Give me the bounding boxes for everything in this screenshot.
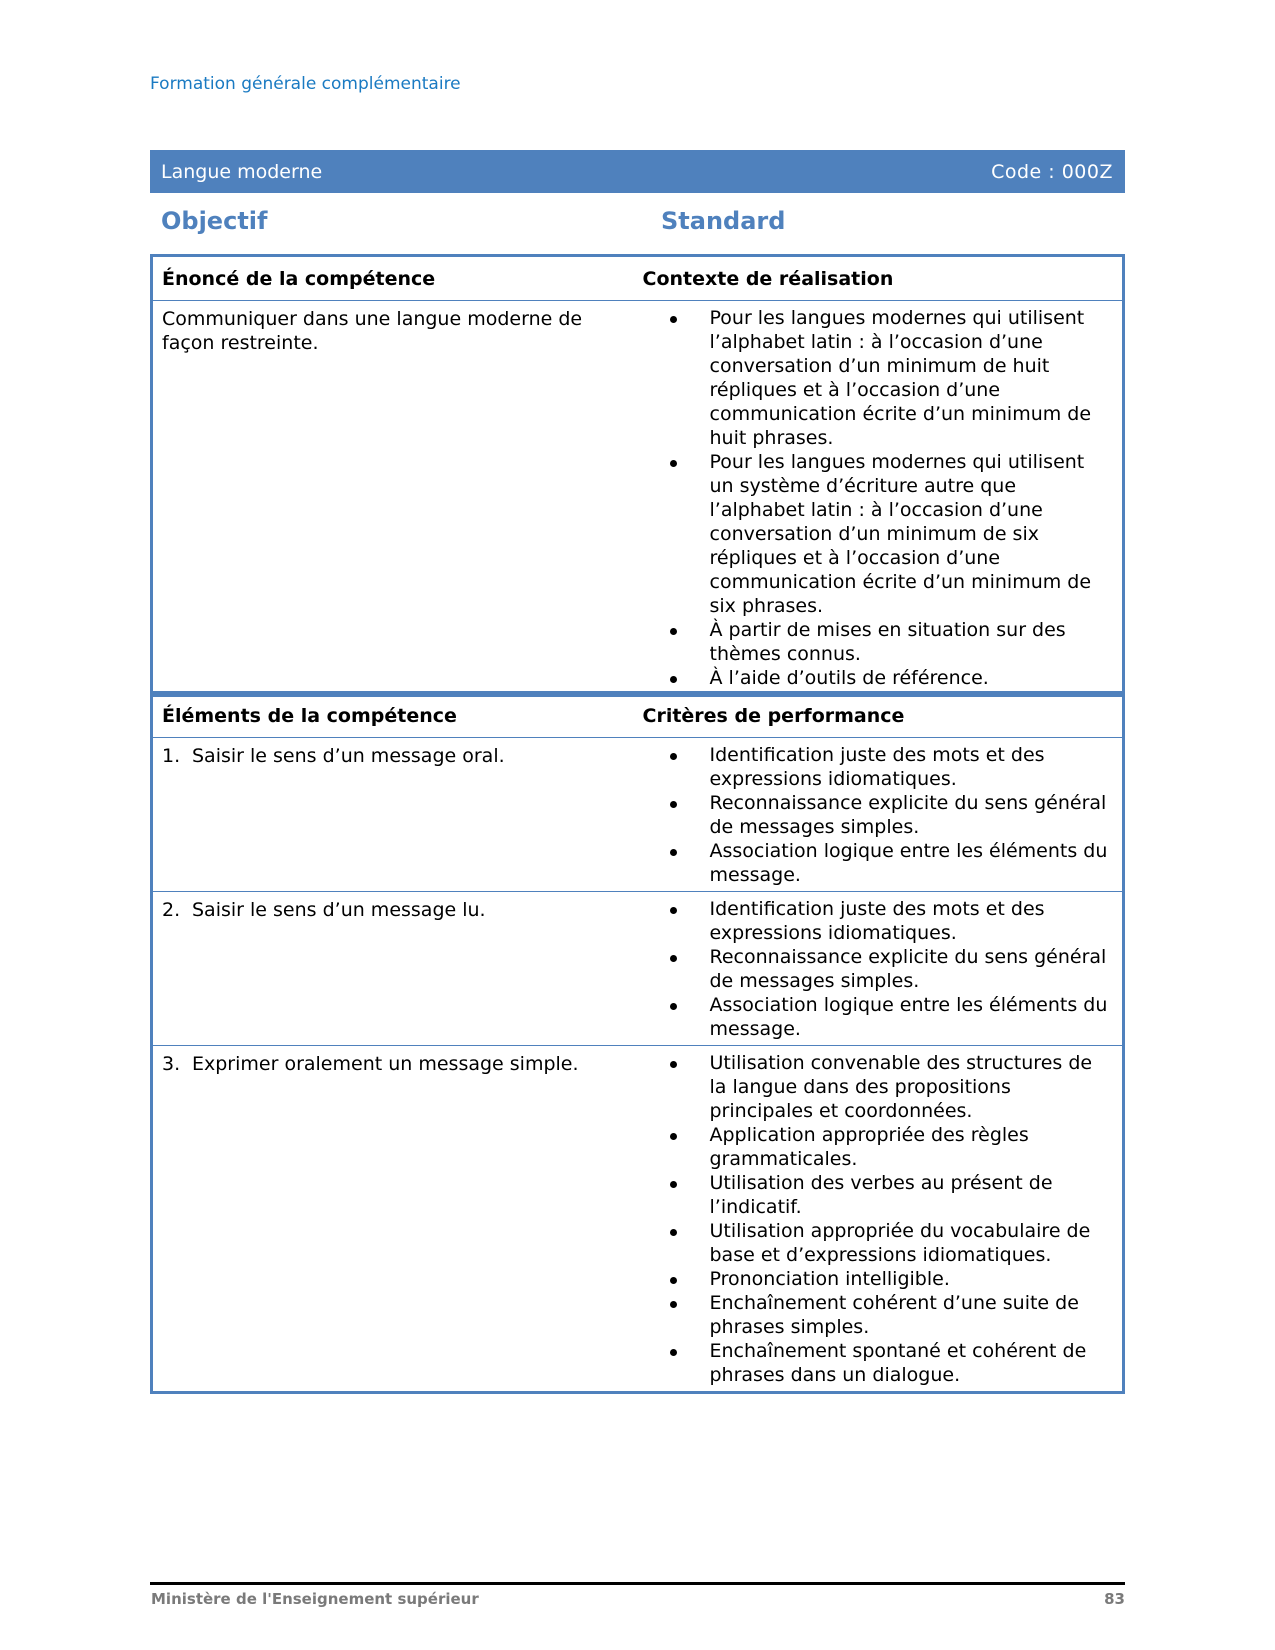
bullet-icon: [670, 1301, 677, 1308]
element-number: 1.: [162, 745, 181, 767]
objective-heading: Objectif: [161, 207, 268, 235]
element-cell: [152, 892, 634, 1046]
list-item: Prononciation intelligible.: [634, 1267, 1113, 1291]
competency-statement: Communiquer dans une langue moderne de façon restreinte.: [162, 308, 583, 354]
element-number: 3.: [162, 1053, 181, 1075]
footer-publisher: Ministère de l'Enseignement supérieur: [151, 1590, 479, 1608]
bullet-icon: [670, 1003, 677, 1010]
criteria-list: [634, 743, 1113, 887]
running-header: Formation générale complémentaire: [150, 74, 461, 94]
bullet-icon: [670, 1061, 677, 1068]
bullet-icon: [670, 955, 677, 962]
list-item: Application appropriée des règles grammaticales.: [634, 1123, 1113, 1171]
footer-divider: [150, 1582, 1125, 1585]
bullet-icon: [670, 676, 677, 683]
element-number: 2.: [162, 899, 181, 921]
course-code: Code : 000Z: [991, 160, 1113, 183]
criteria-list: [634, 897, 1113, 1041]
bullet-icon: [670, 460, 677, 467]
list-item: À partir de mises en situation sur des thèmes connus.: [634, 618, 1113, 666]
element-cell: [152, 1046, 634, 1393]
column-header-statement: Énoncé de la compétence: [152, 256, 634, 301]
list-item: Reconnaissance explicite du sens général de messages simples.: [634, 945, 1113, 993]
bullet-icon: [670, 1277, 677, 1284]
bullet-icon: [670, 907, 677, 914]
table-header-row: [152, 256, 1124, 301]
table-row: [152, 1046, 1124, 1393]
column-header-elements: Éléments de la compétence: [152, 693, 634, 738]
list-item: Utilisation convenable des structures de la langue dans des propositions principales et coordonnées.: [634, 1051, 1113, 1123]
context-list: [634, 306, 1113, 690]
list-item: Utilisation appropriée du vocabulaire de base et d’expressions idiomatiques.: [634, 1219, 1113, 1267]
bullet-icon: [670, 1229, 677, 1236]
bullet-icon: [670, 316, 677, 323]
criteria-cell: [634, 1046, 1124, 1393]
course-subject: Langue moderne: [161, 160, 323, 183]
standard-heading: Standard: [661, 207, 786, 235]
list-item: Reconnaissance explicite du sens général de messages simples.: [634, 791, 1113, 839]
bullet-icon: [670, 801, 677, 808]
table-header-row: [152, 693, 1124, 738]
element-text: Saisir le sens d’un message oral.: [192, 745, 505, 767]
bullet-icon: [670, 753, 677, 760]
element-text: Exprimer oralement un message simple.: [192, 1053, 579, 1075]
element-text: Saisir le sens d’un message lu.: [192, 899, 486, 921]
context-cell: [634, 301, 1124, 696]
competency-elements-table: [150, 691, 1125, 1394]
list-item: Pour les langues modernes qui utilisent un système d’écriture autre que l’alphabet latin : à l’occasion d’une conversation d’un minimum de six répliques et à l’occasion d’une communication écrite d’un minimum de six phrases.: [634, 450, 1113, 618]
list-item: Enchaînement spontané et cohérent de phrases dans un dialogue.: [634, 1339, 1113, 1387]
competency-statement-table: [150, 254, 1125, 697]
bullet-icon: [670, 628, 677, 635]
criteria-cell: [634, 892, 1124, 1046]
list-item: Association logique entre les éléments du message.: [634, 993, 1113, 1041]
page-number: 83: [1104, 1590, 1125, 1608]
table-row: [152, 892, 1124, 1046]
bullet-icon: [670, 1133, 677, 1140]
column-header-context: Contexte de réalisation: [634, 256, 1124, 301]
bullet-icon: [670, 1181, 677, 1188]
list-item: À l’aide d’outils de référence.: [634, 666, 1113, 690]
criteria-cell: [634, 738, 1124, 892]
table-row: [152, 301, 1124, 696]
element-cell: [152, 738, 634, 892]
list-item: Pour les langues modernes qui utilisent l’alphabet latin : à l’occasion d’une conversation d’un minimum de huit répliques et à l’occasion d’une communication écrite d’un minimum de huit phrases.: [634, 306, 1113, 450]
list-item: Utilisation des verbes au présent de l’indicatif.: [634, 1171, 1113, 1219]
list-item: Identification juste des mots et des expressions idiomatiques.: [634, 743, 1113, 791]
column-header-criteria: Critères de performance: [634, 693, 1124, 738]
bullet-icon: [670, 1349, 677, 1356]
criteria-list: [634, 1051, 1113, 1387]
list-item: Identification juste des mots et des expressions idiomatiques.: [634, 897, 1113, 945]
bullet-icon: [670, 849, 677, 856]
list-item: Association logique entre les éléments du message.: [634, 839, 1113, 887]
list-item: Enchaînement cohérent d’une suite de phrases simples.: [634, 1291, 1113, 1339]
table-row: [152, 738, 1124, 892]
section-headings: [150, 205, 1125, 241]
course-title-bar: [150, 150, 1125, 193]
